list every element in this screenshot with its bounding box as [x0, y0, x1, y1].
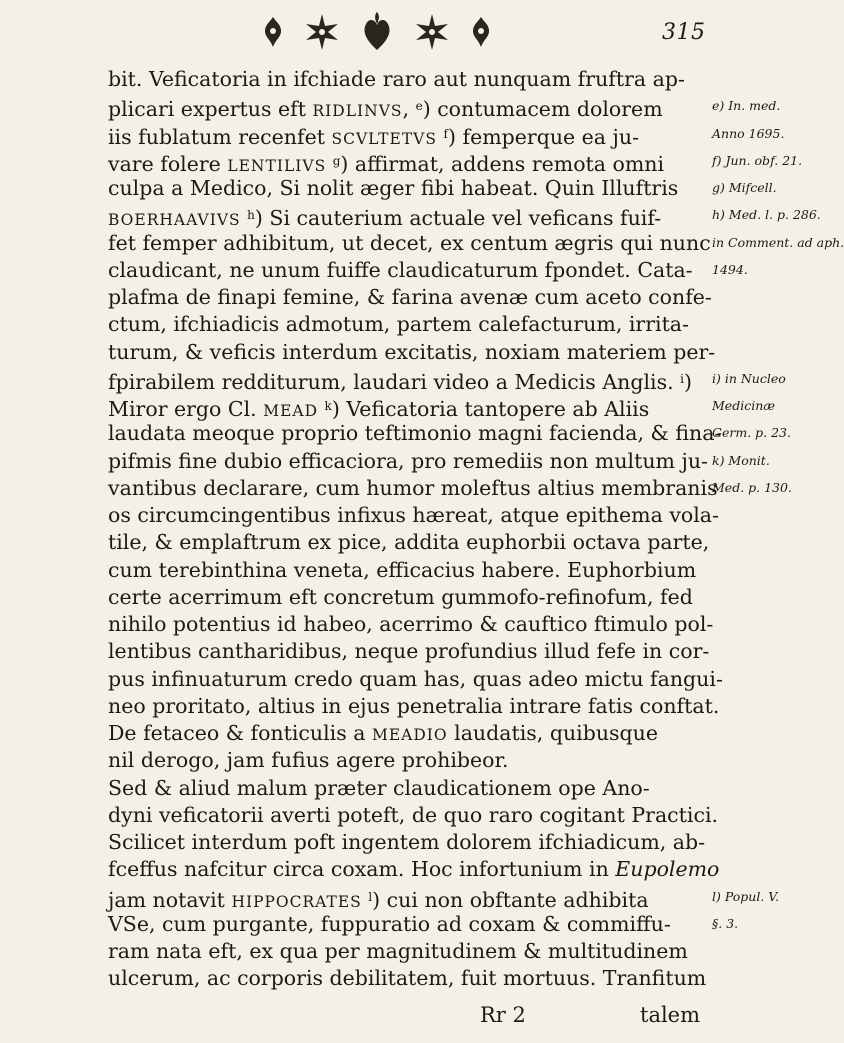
author-name: HIPPOCRATES — [231, 892, 362, 911]
author-name: MEAD — [263, 402, 319, 420]
heart-bloom-icon — [360, 10, 394, 54]
text-line — [108, 584, 708, 611]
text-line — [108, 393, 708, 420]
text-line — [108, 747, 708, 774]
margin-note: Anno 1695. — [712, 125, 785, 141]
text-line — [108, 529, 708, 556]
text-line — [108, 965, 708, 992]
text-line — [108, 175, 708, 202]
text-run: nil derogo, jam fufius agere prohibeor. — [108, 748, 509, 773]
text-run: vantibus declarare, cum humor moleftus altius membranis — [108, 475, 718, 500]
text-line — [108, 448, 708, 475]
text-line — [108, 829, 708, 856]
body-text — [108, 66, 723, 993]
author-name: SCVLTETVS — [331, 129, 437, 148]
text-line — [108, 311, 708, 338]
margin-note: Med. p. 130. — [712, 479, 792, 495]
text-run: vare folere — [108, 151, 228, 176]
text-run: VSe, cum purgante, fuppuratio ad coxam & commiffu- — [108, 911, 671, 936]
text-line — [108, 257, 708, 284]
text-run: De fetaceo & fonticulis a — [108, 721, 372, 745]
text-line — [108, 775, 708, 802]
text-run: laudatis, quibusque — [447, 721, 659, 745]
catchword: talem — [640, 1003, 701, 1027]
cross-flower-icon — [302, 12, 342, 52]
header-ornament — [262, 8, 492, 56]
text-run: Scilicet interdum poft ingentem dolorem ifchiadicum, ab- — [108, 830, 706, 854]
text-run: claudicant, ne unum fuiffe claudicaturum fpondet. Cata- — [108, 257, 693, 282]
text-line — [108, 911, 708, 938]
text-line — [108, 802, 719, 829]
text-line — [108, 611, 714, 638]
page-number: 315 — [662, 20, 706, 45]
text-line — [108, 420, 722, 447]
fleuron-icon — [262, 15, 284, 49]
text-run: lentibus cantharidibus, neque profundius illud fefe in cor- — [108, 639, 710, 664]
text-run: plicari expertus eft — [108, 97, 313, 122]
footnote-marker: i — [680, 371, 684, 386]
author-name: BOERHAAVIVS — [108, 211, 241, 230]
text-line — [108, 284, 712, 311]
text-run: tile, & emplaftrum ex pice, addita euphorbii octava parte, — [108, 530, 710, 555]
text-line — [108, 884, 708, 911]
margin-note: Medicinæ — [712, 398, 775, 413]
margin-note: e) In. med. — [712, 98, 781, 114]
text-run: laudata meoque proprio teftimonio magni facienda, & fina- — [108, 421, 722, 446]
text-run: certe acerrimum eft concretum gummofo-refinofum, fed — [108, 584, 693, 609]
text-run: dyni veficatorii averti poteft, de quo raro cogitant Practici. — [108, 802, 719, 827]
author-name: MEADIO — [372, 726, 448, 744]
text-run: bit. Veficatoria in ifchiade raro aut nunquam fruftra ap- — [108, 67, 685, 91]
text-run: fpirabilem redditurum, laudari video a Medicis Anglis. — [108, 369, 681, 394]
text-run: Eupolemo — [615, 857, 720, 882]
margin-note: g) Mifcell. — [712, 180, 777, 195]
cross-flower-icon — [412, 12, 452, 52]
text-run: nihilo potentius id habeo, acerrimo & cauftico ftimulo pol- — [108, 612, 714, 636]
text-run: jam notavit — [108, 887, 232, 912]
text-run: ) Si cauterium actuale vel veficans fuif- — [254, 206, 662, 231]
text-line — [108, 938, 708, 965]
text-line — [108, 502, 719, 529]
text-line — [108, 121, 708, 148]
signature-mark: Rr 2 — [480, 1003, 526, 1027]
text-run: ) femperque ea ju- — [447, 124, 640, 149]
text-line — [108, 693, 720, 720]
text-run: ) Veficatoria tantopere ab Aliis — [331, 397, 650, 421]
text-run: fceffus nafcitur circa coxam. Hoc infortunium in — [108, 857, 616, 882]
page-footer — [0, 1003, 800, 1033]
footnote-marker: h — [247, 208, 255, 223]
footnote-marker: g — [332, 153, 341, 168]
margin-note: in Comment. ad aph. — [712, 234, 844, 250]
author-name: RIDLINVS — [312, 102, 403, 121]
text-line — [108, 339, 716, 366]
text-line — [108, 93, 708, 120]
text-run: neo proritato, altius in ejus penetralia intrare fatis conftat. — [108, 693, 720, 718]
text-run: turum, & veficis interdum excitatis, noxiam materiem per- — [108, 339, 716, 364]
text-line — [108, 638, 708, 665]
text-run: plafma de finapi femine, & farina avenæ cum aceto confe- — [108, 285, 712, 309]
text-run: ctum, ifchiadicis admotum, partem calefacturum, irrita- — [108, 312, 689, 337]
margin-note: i) in Nucleo — [712, 370, 786, 386]
text-run: ) affirmat, addens remota omni — [340, 151, 665, 176]
text-run: fet femper adhibitum, ut decet, ex centum ægris qui nunc — [108, 230, 711, 255]
text-run: ) contumacem dolorem — [422, 97, 663, 122]
text-run: ulcerum, ac corporis debilitatem, fuit mortuus. Tranfitum — [108, 966, 707, 991]
text-run: cum terebinthina veneta, efficacius habere. Euphorbium — [108, 557, 697, 582]
text-run: os circumcingentibus infixus hæreat, atque epithema vola- — [108, 503, 719, 527]
footnote-marker: e — [415, 99, 423, 114]
margin-note: l) Popul. V. — [712, 888, 780, 904]
margin-note: k) Monit. — [712, 452, 770, 468]
footnote-marker: f — [443, 126, 448, 141]
text-run: Miror ergo Cl. — [108, 397, 264, 421]
text-run: ) — [683, 369, 692, 394]
fleuron-icon — [470, 15, 492, 49]
margin-note: 1494. — [712, 261, 748, 277]
margin-note: f) Jun. obf. 21. — [712, 152, 803, 168]
text-line — [108, 666, 723, 693]
text-line — [108, 66, 708, 93]
text-run: pifmis fine dubio efficaciora, pro remediis non multum ju- — [108, 448, 708, 473]
footnote-marker: l — [368, 889, 373, 904]
margin-note: h) Med. l. p. 286. — [712, 207, 821, 223]
text-line — [108, 720, 708, 747]
text-run: pus infinuaturum credo quam has, quas adeo mictu fangui- — [108, 666, 723, 691]
text-run: culpa a Medico, Si nolit æger fibi habeat. Quin Illuftris — [108, 176, 679, 200]
text-line — [108, 230, 711, 257]
footnote-marker: k — [324, 399, 332, 413]
text-line — [108, 366, 708, 393]
text-line — [108, 856, 720, 883]
text-run: Sed & aliud malum præter claudicationem ope Ano- — [108, 775, 650, 800]
text-run: , — [402, 97, 416, 122]
text-run: iis fublatum recenfet — [108, 124, 332, 149]
margin-note: Germ. p. 23. — [712, 425, 791, 441]
text-line — [108, 148, 708, 175]
author-name: LENTILIVS — [227, 156, 327, 175]
text-line — [108, 475, 718, 502]
text-line — [108, 557, 708, 584]
margin-note: §. 3. — [712, 915, 739, 931]
text-run: ) cui non obftante adhibita — [372, 887, 649, 912]
text-run: ram nata eft, ex qua per magnitudinem & multitudinem — [108, 939, 688, 963]
text-line — [108, 202, 708, 229]
